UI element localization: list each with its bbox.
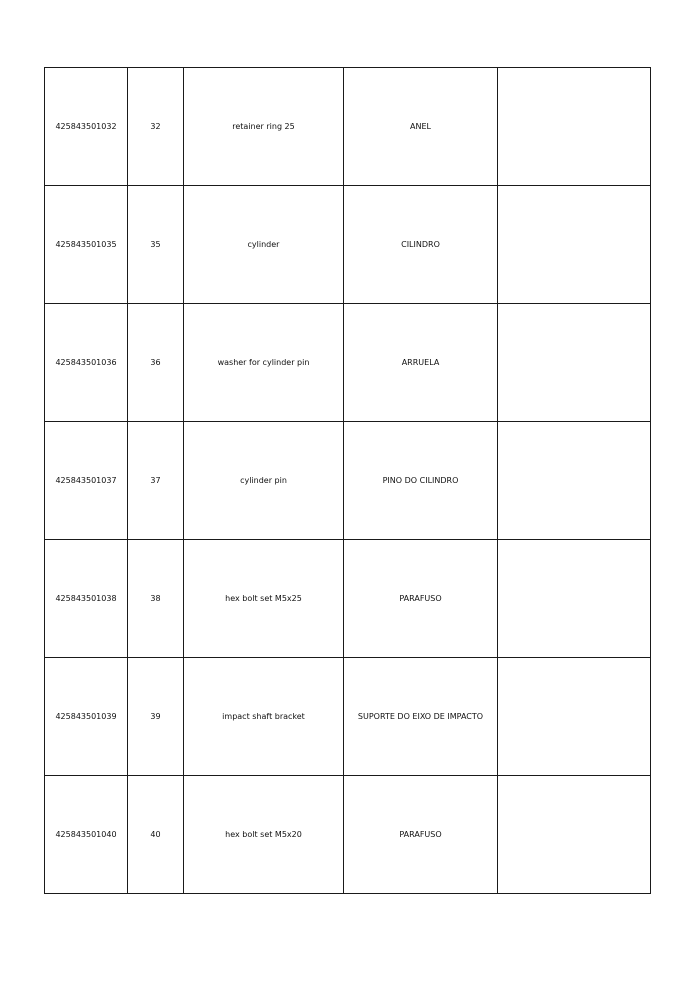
part-number-cell: 425843501040 <box>45 776 128 894</box>
position-cell: 32 <box>128 68 184 186</box>
description-en-cell: washer for cylinder pin <box>184 304 344 422</box>
table-row <box>45 68 651 186</box>
description-pt-cell: SUPORTE DO EIXO DE IMPACTO <box>344 658 498 776</box>
position-cell: 39 <box>128 658 184 776</box>
description-pt-cell: ARRUELA <box>344 304 498 422</box>
table-row <box>45 658 651 776</box>
description-pt-cell: ANEL <box>344 68 498 186</box>
position-cell: 35 <box>128 186 184 304</box>
description-pt-cell: PARAFUSO <box>344 776 498 894</box>
notes-cell <box>498 658 651 776</box>
description-en-cell: cylinder pin <box>184 422 344 540</box>
part-number-cell: 425843501039 <box>45 658 128 776</box>
part-number-cell: 425843501035 <box>45 186 128 304</box>
notes-cell <box>498 304 651 422</box>
table-row <box>45 776 651 894</box>
description-pt-cell: CILINDRO <box>344 186 498 304</box>
notes-cell <box>498 68 651 186</box>
table-row <box>45 422 651 540</box>
table-row <box>45 540 651 658</box>
part-number-cell: 425843501036 <box>45 304 128 422</box>
description-pt-cell: PINO DO CILINDRO <box>344 422 498 540</box>
description-en-cell: hex bolt set M5x25 <box>184 540 344 658</box>
notes-cell <box>498 422 651 540</box>
position-cell: 37 <box>128 422 184 540</box>
description-en-cell: cylinder <box>184 186 344 304</box>
table-row <box>45 304 651 422</box>
description-en-cell: retainer ring 25 <box>184 68 344 186</box>
part-number-cell: 425843501037 <box>45 422 128 540</box>
parts-table <box>44 67 651 894</box>
description-en-cell: hex bolt set M5x20 <box>184 776 344 894</box>
notes-cell <box>498 776 651 894</box>
part-number-cell: 425843501038 <box>45 540 128 658</box>
description-en-cell: impact shaft bracket <box>184 658 344 776</box>
position-cell: 36 <box>128 304 184 422</box>
table-row <box>45 186 651 304</box>
part-number-cell: 425843501032 <box>45 68 128 186</box>
notes-cell <box>498 540 651 658</box>
position-cell: 40 <box>128 776 184 894</box>
notes-cell <box>498 186 651 304</box>
description-pt-cell: PARAFUSO <box>344 540 498 658</box>
position-cell: 38 <box>128 540 184 658</box>
